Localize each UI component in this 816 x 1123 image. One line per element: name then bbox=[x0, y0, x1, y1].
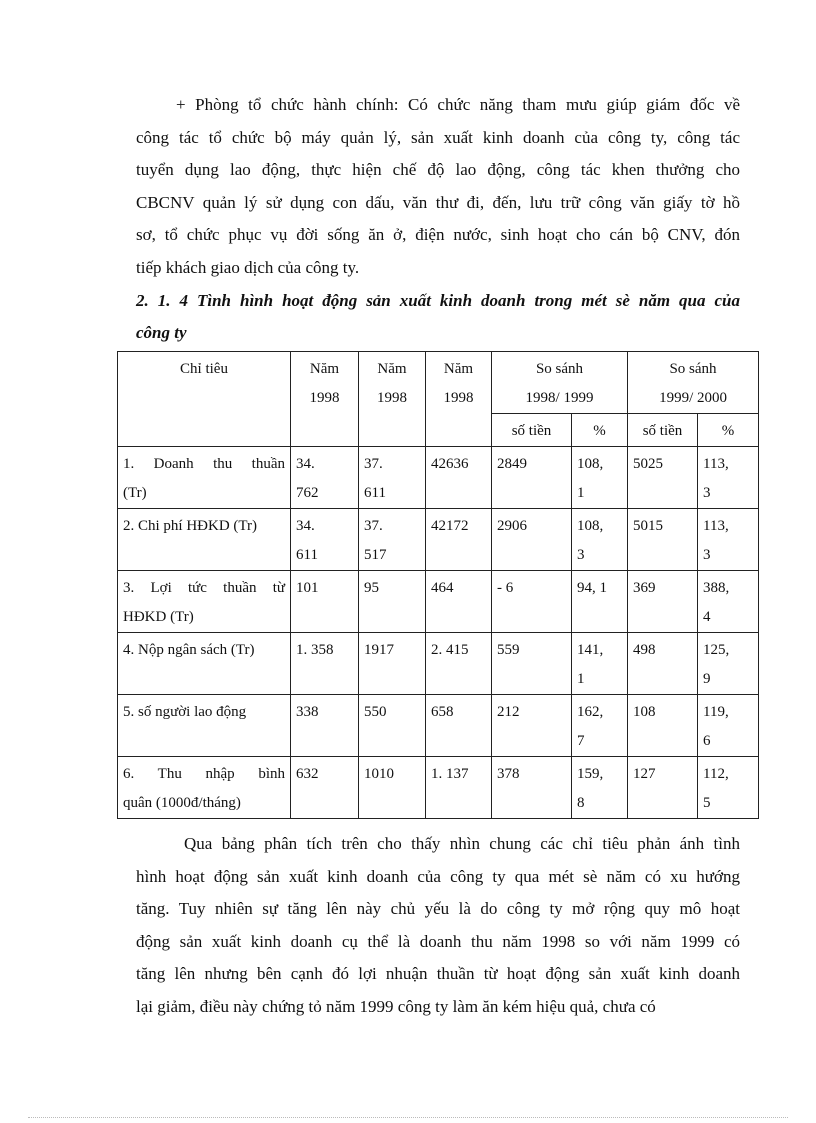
header-text: 1998/ 1999 bbox=[525, 390, 594, 406]
compare2-amount bbox=[628, 509, 698, 571]
value-year-c bbox=[426, 571, 492, 633]
table-row bbox=[118, 447, 759, 509]
cell-text: 2. 415 bbox=[431, 642, 469, 658]
compare1-percent bbox=[572, 509, 628, 571]
cell-text: 34. bbox=[296, 518, 315, 534]
table-header-row bbox=[118, 352, 759, 414]
cell-text: 113, bbox=[703, 518, 729, 534]
header-year bbox=[291, 352, 359, 447]
cell-text: 127 bbox=[633, 766, 656, 782]
compare1-percent bbox=[572, 757, 628, 819]
cell-text: 2906 bbox=[497, 518, 527, 534]
table-row bbox=[118, 695, 759, 757]
cell-text: 125, bbox=[703, 642, 730, 658]
header-text: Năm bbox=[443, 361, 474, 377]
section-heading-line: công ty bbox=[136, 323, 187, 342]
text-line: tiếp khách giao dịch của công ty. bbox=[136, 257, 360, 277]
header-text: 1998 bbox=[309, 390, 340, 406]
value-year-c bbox=[426, 757, 492, 819]
value-year-c bbox=[426, 633, 492, 695]
header-year bbox=[359, 352, 426, 447]
cell-text: 6. Thu nhập bình bbox=[123, 766, 285, 782]
cell-text: 1 bbox=[577, 671, 585, 687]
cell-text: 42636 bbox=[431, 456, 469, 472]
business-results-table bbox=[117, 351, 759, 819]
cell-text: 388, bbox=[703, 580, 730, 596]
compare2-amount bbox=[628, 633, 698, 695]
cell-text: 3 bbox=[703, 485, 711, 501]
cell-text: 517 bbox=[364, 547, 387, 563]
value-year-b bbox=[359, 633, 426, 695]
compare2-amount bbox=[628, 757, 698, 819]
cell-text: 338 bbox=[296, 704, 319, 720]
cell-text: 9 bbox=[703, 671, 711, 687]
header-compare bbox=[628, 352, 759, 414]
text-line: sơ, tổ chức phục vụ đời sống ăn ở, điện nước, sinh hoạt cho cán bộ CNV, đón bbox=[136, 225, 740, 244]
compare2-percent bbox=[698, 757, 759, 819]
row-label bbox=[118, 509, 291, 571]
cell-text: 632 bbox=[296, 766, 319, 782]
text-line: Qua bảng phân tích trên cho thấy nhìn chung các chỉ tiêu phản ánh tình bbox=[184, 834, 740, 853]
cell-text: 141, bbox=[577, 642, 604, 658]
cell-text: 1. 358 bbox=[296, 642, 334, 658]
cell-text: 8 bbox=[577, 795, 585, 811]
table-row bbox=[118, 633, 759, 695]
cell-text: 113, bbox=[703, 456, 729, 472]
cell-text: 37. bbox=[364, 518, 383, 534]
value-year-a bbox=[291, 695, 359, 757]
compare2-percent bbox=[698, 571, 759, 633]
compare1-amount bbox=[492, 509, 572, 571]
cell-text: 37. bbox=[364, 456, 383, 472]
cell-text: 498 bbox=[633, 642, 656, 658]
cell-text: 762 bbox=[296, 485, 319, 501]
compare1-percent bbox=[572, 633, 628, 695]
cell-text: 3. Lợi tức thuần từ bbox=[123, 580, 285, 596]
cell-text: 159, bbox=[577, 766, 604, 782]
cell-text: 162, bbox=[577, 704, 604, 720]
cell-text: 108 bbox=[633, 704, 656, 720]
header-compare bbox=[492, 352, 628, 414]
cell-text: 658 bbox=[431, 704, 454, 720]
cell-text: 5025 bbox=[633, 456, 664, 472]
table-row bbox=[118, 571, 759, 633]
compare1-amount bbox=[492, 633, 572, 695]
compare2-amount bbox=[628, 695, 698, 757]
compare1-amount bbox=[492, 695, 572, 757]
text-line: + Phòng tổ chức hành chính: Có chức năng tham mưu giúp giám đốc về bbox=[176, 95, 740, 114]
table-row bbox=[118, 757, 759, 819]
cell-text: 95 bbox=[364, 580, 379, 596]
row-label bbox=[118, 633, 291, 695]
text-line: động sản xuất kinh doanh cụ thể là doanh thu năm 1998 so với năm 1999 có bbox=[136, 931, 740, 951]
cell-text: 7 bbox=[577, 733, 585, 749]
text-line: công tác tổ chức bộ máy quản lý, sản xuất kinh doanh của công ty, công tác bbox=[136, 127, 740, 147]
cell-text: 3 bbox=[703, 547, 711, 563]
compare2-percent bbox=[698, 695, 759, 757]
value-year-c bbox=[426, 447, 492, 509]
cell-text: 1 bbox=[577, 485, 585, 501]
cell-text: 611 bbox=[296, 547, 318, 563]
compare1-amount bbox=[492, 757, 572, 819]
header-text: So sánh bbox=[669, 361, 717, 377]
value-year-b bbox=[359, 571, 426, 633]
text-line: hình hoạt động sản xuất kinh doanh của công ty qua mét sè năm có xu hướng bbox=[136, 866, 740, 886]
cell-text: 464 bbox=[431, 580, 454, 596]
compare2-percent bbox=[698, 509, 759, 571]
compare2-amount bbox=[628, 447, 698, 509]
analysis-paragraph bbox=[136, 828, 740, 1023]
cell-text: 112, bbox=[703, 766, 729, 782]
cell-text: 108, bbox=[577, 456, 604, 472]
cell-text: 611 bbox=[364, 485, 386, 501]
compare1-amount bbox=[492, 571, 572, 633]
cell-text: 94, 1 bbox=[577, 580, 607, 596]
text-line: tăng lên nhưng bên cạnh đó lợi nhuận thuần từ hoạt động sản xuất kinh doanh bbox=[136, 964, 740, 983]
cell-text: 378 bbox=[497, 766, 520, 782]
header-text: Năm bbox=[377, 361, 407, 377]
header-text: So sánh bbox=[535, 361, 584, 377]
cell-text: HĐKD (Tr) bbox=[123, 609, 194, 625]
cell-text: 550 bbox=[364, 704, 387, 720]
value-year-a bbox=[291, 633, 359, 695]
row-label bbox=[118, 695, 291, 757]
cell-text: 369 bbox=[633, 580, 656, 596]
cell-text: 212 bbox=[497, 704, 520, 720]
cell-text: 34. bbox=[296, 456, 315, 472]
compare2-percent bbox=[698, 447, 759, 509]
cell-text: 1. Doanh thu thuần bbox=[123, 456, 285, 472]
cell-text: 5. số người lao động bbox=[123, 704, 247, 720]
page-bottom-rule bbox=[28, 1117, 788, 1118]
cell-text: 42172 bbox=[431, 518, 469, 534]
value-year-a bbox=[291, 447, 359, 509]
value-year-b bbox=[359, 695, 426, 757]
cell-text: 3 bbox=[577, 547, 585, 563]
header-indicator: Chỉ tiêu bbox=[118, 352, 291, 447]
cell-text: 4. Nộp ngân sách (Tr) bbox=[123, 642, 255, 658]
cell-text: 119, bbox=[703, 704, 729, 720]
table-row bbox=[118, 509, 759, 571]
header-text: 1998 bbox=[377, 390, 407, 406]
value-year-b bbox=[359, 757, 426, 819]
cell-text: 1010 bbox=[364, 766, 394, 782]
cell-text: 1. 137 bbox=[431, 766, 469, 782]
cell-text: 559 bbox=[497, 642, 520, 658]
value-year-a bbox=[291, 509, 359, 571]
header-amount: số tiền bbox=[492, 414, 572, 447]
section-heading bbox=[136, 285, 740, 349]
cell-text: 2. Chi phí HĐKD (Tr) bbox=[123, 518, 258, 534]
text-line: tuyển dụng lao động, thực hiện chế độ lao động, công tác khen thưởng cho bbox=[136, 160, 740, 179]
value-year-a bbox=[291, 571, 359, 633]
cell-text: - 6 bbox=[497, 580, 514, 596]
header-year bbox=[426, 352, 492, 447]
text-line: tăng. Tuy nhiên sự tăng lên này chủ yếu là do công ty mở rộng quy mô hoạt bbox=[136, 899, 740, 918]
cell-text: 5 bbox=[703, 795, 711, 811]
row-label bbox=[118, 571, 291, 633]
header-text: 1998 bbox=[443, 390, 474, 406]
compare1-percent bbox=[572, 571, 628, 633]
cell-text: 1917 bbox=[364, 642, 394, 658]
section-heading-line: 2. 1. 4 Tình hình hoạt động sản xuất kinh doanh trong mét sè năm qua của bbox=[136, 291, 740, 310]
compare1-percent bbox=[572, 695, 628, 757]
header-text: 1999/ 2000 bbox=[659, 390, 727, 406]
cell-text: (Tr) bbox=[123, 485, 147, 501]
cell-text: 5015 bbox=[633, 518, 664, 534]
table-body bbox=[118, 447, 759, 819]
cell-text: 4 bbox=[703, 609, 711, 625]
header-amount: số tiền bbox=[628, 414, 698, 447]
compare1-amount bbox=[492, 447, 572, 509]
cell-text: 108, bbox=[577, 518, 604, 534]
value-year-c bbox=[426, 509, 492, 571]
header-text: Năm bbox=[309, 361, 340, 377]
row-label bbox=[118, 447, 291, 509]
compare2-percent bbox=[698, 633, 759, 695]
intro-paragraph bbox=[136, 89, 740, 284]
value-year-b bbox=[359, 447, 426, 509]
value-year-a bbox=[291, 757, 359, 819]
text-line: lại giảm, điều này chứng tỏ năm 1999 công ty làm ăn kém hiệu quả, chưa có bbox=[136, 996, 656, 1016]
value-year-b bbox=[359, 509, 426, 571]
row-label bbox=[118, 757, 291, 819]
cell-text: quân (1000đ/tháng) bbox=[123, 795, 241, 811]
cell-text: 2849 bbox=[497, 456, 527, 472]
header-percent: % bbox=[698, 414, 759, 447]
cell-text: 101 bbox=[296, 580, 319, 596]
compare2-amount bbox=[628, 571, 698, 633]
cell-text: 6 bbox=[703, 733, 711, 749]
compare1-percent bbox=[572, 447, 628, 509]
text-line: CBCNV quản lý sử dụng con dấu, văn thư đi, đến, lưu trữ công văn giấy tờ hồ bbox=[136, 192, 740, 212]
value-year-c bbox=[426, 695, 492, 757]
header-percent: % bbox=[572, 414, 628, 447]
